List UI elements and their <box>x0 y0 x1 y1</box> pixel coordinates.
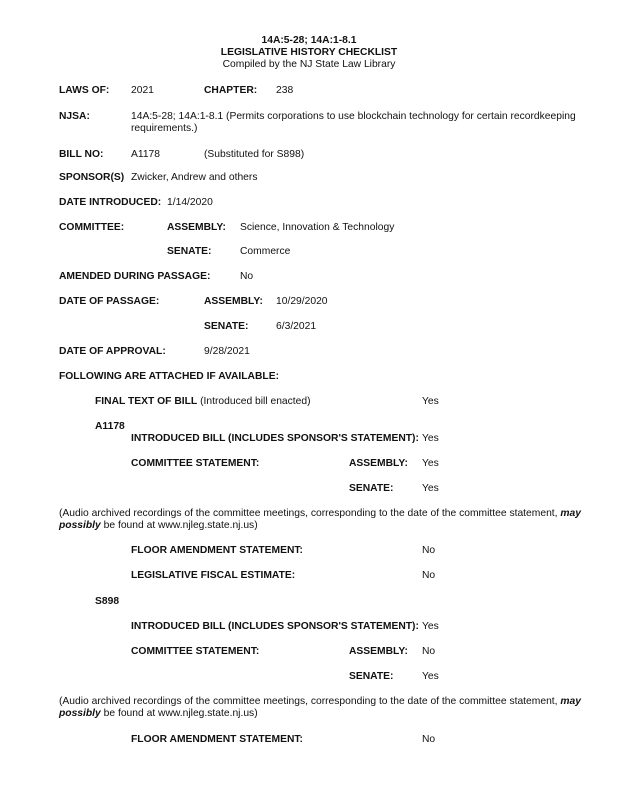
a1178-audio-note-line1 <box>59 508 581 520</box>
attached-heading: FOLLOWING ARE ATTACHED IF AVAILABLE: <box>59 371 280 382</box>
checklist-title: LEGISLATIVE HISTORY CHECKLIST <box>220 47 398 58</box>
final-text-label: FINAL TEXT OF BILL <box>95 396 198 407</box>
passage-senate-label: SENATE: <box>204 321 249 332</box>
compiled-by: Compiled by the NJ State Law Library <box>222 59 396 70</box>
amended-value: No <box>240 271 254 282</box>
a1178-audio-text: (Audio archived recordings of the committee meetings, corresponding to the date of the committee statement, <box>59 508 558 519</box>
chapter-label: CHAPTER: <box>204 85 258 96</box>
date-of-passage-label: DATE OF PASSAGE: <box>59 296 160 307</box>
s898-senate-label: SENATE: <box>349 671 394 682</box>
s898-committee-label: COMMITTEE STATEMENT: <box>131 646 260 657</box>
final-text-value: Yes <box>422 396 439 407</box>
njsa-value-line1: 14A:5-28; 14A:1-8.1 (Permits corporations to use blockchain technology for certain recordkeeping <box>131 111 576 122</box>
a1178-floor-label: FLOOR AMENDMENT STATEMENT: <box>131 545 303 556</box>
s898-floor-label: FLOOR AMENDMENT STATEMENT: <box>131 734 303 745</box>
s898-audio-emph-possibly: possibly <box>59 708 101 719</box>
s898-audio-text: (Audio archived recordings of the committee meetings, corresponding to the date of the committee statement, <box>59 696 558 707</box>
a1178-senate-value: Yes <box>422 483 439 494</box>
a1178-fiscal-label: LEGISLATIVE FISCAL ESTIMATE: <box>131 570 296 581</box>
amended-label: AMENDED DURING PASSAGE: <box>59 271 211 282</box>
s898-audio-emph-may: may <box>560 696 581 707</box>
njsa-value-line2: requirements.) <box>131 123 198 134</box>
final-text-row <box>95 396 311 408</box>
a1178-assembly-value: Yes <box>422 458 439 469</box>
s898-audio-note-line1 <box>59 696 581 708</box>
passage-senate-value: 6/3/2021 <box>276 321 317 332</box>
bill-no-note: (Substituted for S898) <box>204 149 305 160</box>
committee-assembly-label: ASSEMBLY: <box>167 222 226 233</box>
a1178-heading: A1178 <box>95 421 125 432</box>
laws-of-label: LAWS OF: <box>59 85 110 96</box>
chapter-value: 238 <box>276 85 294 96</box>
committee-label: COMMITTEE: <box>59 222 125 233</box>
date-of-approval-label: DATE OF APPROVAL: <box>59 346 166 357</box>
final-text-note: (Introduced bill enacted) <box>200 396 311 407</box>
a1178-audio-emph-possibly: possibly <box>59 520 101 531</box>
citation-heading: 14A:5-28; 14A:1-8.1 <box>261 35 357 46</box>
bill-no-value: A1178 <box>131 149 161 160</box>
sponsor-label: SPONSOR(S) <box>59 172 125 183</box>
a1178-assembly-label: ASSEMBLY: <box>349 458 408 469</box>
s898-audio-url-text: be found at www.njleg.state.nj.us) <box>103 708 258 719</box>
s898-audio-note-line2 <box>59 708 258 720</box>
laws-of-value: 2021 <box>131 85 154 96</box>
s898-assembly-label: ASSEMBLY: <box>349 646 408 657</box>
a1178-introduced-value: Yes <box>422 433 439 444</box>
a1178-introduced-label: INTRODUCED BILL (INCLUDES SPONSOR'S STATEMENT): <box>131 433 419 444</box>
s898-introduced-value: Yes <box>422 621 439 632</box>
committee-senate-value: Commerce <box>240 246 291 257</box>
s898-senate-value: Yes <box>422 671 439 682</box>
date-of-approval-value: 9/28/2021 <box>204 346 250 357</box>
a1178-audio-emph-may: may <box>560 508 581 519</box>
passage-assembly-label: ASSEMBLY: <box>204 296 263 307</box>
s898-introduced-label: INTRODUCED BILL (INCLUDES SPONSOR'S STATEMENT): <box>131 621 419 632</box>
committee-senate-label: SENATE: <box>167 246 212 257</box>
sponsor-value: Zwicker, Andrew and others <box>131 172 258 183</box>
date-introduced-value: 1/14/2020 <box>167 197 213 208</box>
committee-assembly-value: Science, Innovation & Technology <box>240 222 395 233</box>
a1178-senate-label: SENATE: <box>349 483 394 494</box>
a1178-audio-url-text: be found at www.njleg.state.nj.us) <box>103 520 258 531</box>
passage-assembly-value: 10/29/2020 <box>276 296 328 307</box>
date-introduced-label: DATE INTRODUCED: <box>59 197 162 208</box>
a1178-committee-label: COMMITTEE STATEMENT: <box>131 458 260 469</box>
s898-assembly-value: No <box>422 646 436 657</box>
s898-heading: S898 <box>95 596 120 607</box>
s898-floor-value: No <box>422 734 436 745</box>
a1178-floor-value: No <box>422 545 436 556</box>
a1178-fiscal-value: No <box>422 570 436 581</box>
a1178-audio-note-line2 <box>59 520 258 532</box>
njsa-label: NJSA: <box>59 111 90 122</box>
bill-no-label: BILL NO: <box>59 149 104 160</box>
